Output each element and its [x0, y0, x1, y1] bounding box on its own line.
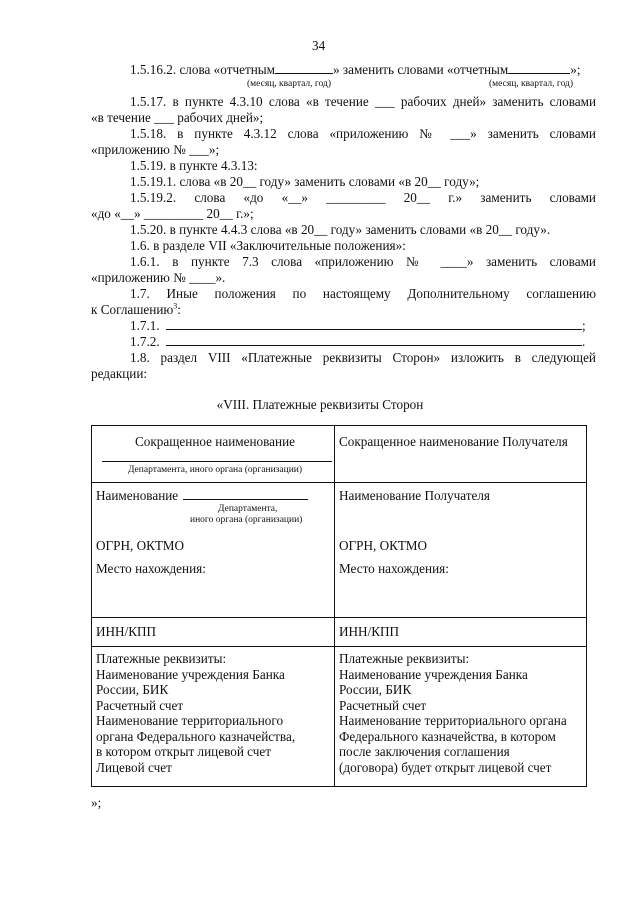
short-name-dept-hint: Департамента, иного органа (организации): [127, 464, 303, 475]
location-dept: Место нахождения:: [96, 561, 206, 576]
inn-recipient-cell: [335, 618, 587, 647]
pay-recipient-cell: [335, 647, 587, 787]
inn-dept: ИНН/КПП: [96, 624, 157, 640]
ogrn-dept: ОГРН, ОКТМО: [96, 537, 185, 553]
item-1-5-16-2: [130, 62, 596, 78]
short-name-dept-cell: [92, 426, 335, 483]
pay-recipient-line: России, БИК: [339, 682, 412, 697]
item-1-7-2-number: 1.7.2.: [130, 334, 160, 349]
item-1-6: 1.6. в разделе VII «Заключительные положения»:: [130, 238, 406, 253]
pay-recipient-line: Наименование территориального органа: [339, 713, 567, 728]
inn-dept-cell: [92, 618, 335, 647]
pay-recipient-line: (договора) будет открыт лицевой счет: [339, 759, 552, 775]
pay-dept-line: в котором открыт лицевой счет: [96, 744, 272, 759]
short-name-dept-underline: [102, 454, 332, 462]
item-1-7-2: [130, 334, 160, 350]
blank-underline: [508, 62, 570, 74]
name-dept-hint-1: Департамента,: [218, 503, 278, 514]
short-name-recipient-label: Сокращенное наименование Получателя: [339, 434, 568, 449]
pay-dept-line: России, БИК: [96, 682, 169, 697]
page-number: 34: [312, 38, 326, 53]
closing-quote: »;: [91, 795, 102, 810]
table-row: [92, 618, 587, 647]
table-row: [92, 483, 587, 618]
item-1-7-1-number: 1.7.1.: [130, 318, 160, 333]
pay-recipient-line: Наименование учреждения Банка: [339, 666, 528, 682]
item-1-5-16-2-text-b: » заменить словами «отчетным: [332, 62, 509, 77]
item-1-8-line2: редакции:: [91, 366, 148, 381]
item-1-5-17-line2: «в течение ___ рабочих дней»;: [91, 110, 264, 125]
name-dept-hint-2: иного органа (организации): [190, 514, 303, 525]
short-name-dept-label: Сокращенное наименование: [135, 434, 295, 449]
spacer: [339, 504, 586, 526]
table-row: [92, 426, 587, 483]
hint-period-1: (месяц, квартал, год): [247, 79, 332, 89]
pay-recipient-line: после заключения соглашения: [339, 744, 510, 759]
item-1-5-17-line1: 1.5.17. в пункте 4.3.10 слова «в течение ___ рабочих дней» заменить словами: [130, 94, 596, 109]
item-1-5-19-2-line2: «до «__» _________ 20__ г.»;: [91, 206, 254, 221]
footnote-ref: 3: [173, 301, 178, 311]
item-1-7-line2: [91, 302, 181, 318]
short-name-recipient-cell: [335, 426, 587, 483]
item-1-5-16-2-text-a: 1.5.16.2. слова «отчетным: [130, 62, 275, 77]
pay-dept-line: Наименование учреждения Банка: [96, 666, 285, 682]
requisites-table: [91, 425, 587, 787]
table-row: [92, 647, 587, 787]
name-dept-cell: [92, 483, 335, 618]
item-1-7-line1: 1.7. Иные положения по настоящему Дополнительному соглашению: [130, 286, 596, 301]
item-1-5-19-2-line1: 1.5.19.2. слова «до «__» _________ 20__ г.» заменить словами: [130, 190, 596, 205]
item-1-8-line1: 1.8. раздел VIII «Платежные реквизиты Сторон» изложить в следующей: [130, 350, 596, 365]
pay-dept-line: Лицевой счет: [96, 759, 172, 775]
item-1-5-19-1: 1.5.19.1. слова «в 20__ году» заменить словами «в 20__ году»;: [130, 174, 480, 189]
item-1-7-line2-colon: :: [177, 302, 181, 317]
section-title: «VIII. Платежные реквизиты Сторон: [216, 397, 424, 412]
hint-period-2: (месяц, квартал, год): [489, 79, 574, 89]
item-1-7-1-blank: [166, 318, 582, 330]
item-1-6-1-line1: 1.6.1. в пункте 7.3 слова «приложению № ____» заменить словами: [130, 254, 596, 269]
name-dept-label: Наименование: [96, 488, 179, 503]
pay-dept-line: Наименование территориального: [96, 713, 284, 728]
blank-underline: [275, 62, 333, 74]
item-1-5-18-line1: 1.5.18. в пункте 4.3.12 слова «приложению № ___» заменить словами: [130, 126, 596, 141]
item-1-7-2-end: .: [582, 334, 586, 349]
item-1-7-2-blank: [166, 334, 582, 346]
item-1-7-line2-text: к Соглашению: [91, 302, 174, 317]
pay-dept-line: Расчетный счет: [96, 697, 184, 713]
inn-recipient: ИНН/КПП: [339, 624, 400, 640]
name-recipient-label: Наименование Получателя: [339, 488, 490, 503]
pay-recipient-line: Расчетный счет: [339, 697, 427, 713]
pay-recipient-line: Платежные реквизиты:: [339, 651, 470, 666]
item-1-5-18-line2: «приложению № ___»;: [91, 142, 220, 157]
pay-dept-cell: [92, 647, 335, 787]
pay-dept-line: органа Федерального казначейства,: [96, 728, 296, 744]
item-1-7-1-end: ;: [582, 318, 586, 333]
item-1-5-16-2-text-c: »;: [570, 62, 581, 77]
item-1-5-20: 1.5.20. в пункте 4.4.3 слова «в 20__ году» заменить словами «в 20__ году».: [130, 222, 551, 237]
ogrn-recipient: ОГРН, ОКТМО: [339, 537, 428, 553]
item-1-5-19: 1.5.19. в пункте 4.3.13:: [130, 158, 258, 173]
pay-dept-line: Платежные реквизиты:: [96, 651, 227, 666]
name-dept-underline: [183, 488, 308, 500]
name-recipient-cell: [335, 483, 587, 618]
item-1-6-1-line2: «приложению № ____».: [91, 270, 226, 285]
name-dept-line: [96, 488, 334, 504]
item-1-7-1: [130, 318, 160, 334]
pay-recipient-line: Федерального казначейства, в котором: [339, 728, 556, 744]
location-recipient: Место нахождения:: [339, 561, 449, 576]
